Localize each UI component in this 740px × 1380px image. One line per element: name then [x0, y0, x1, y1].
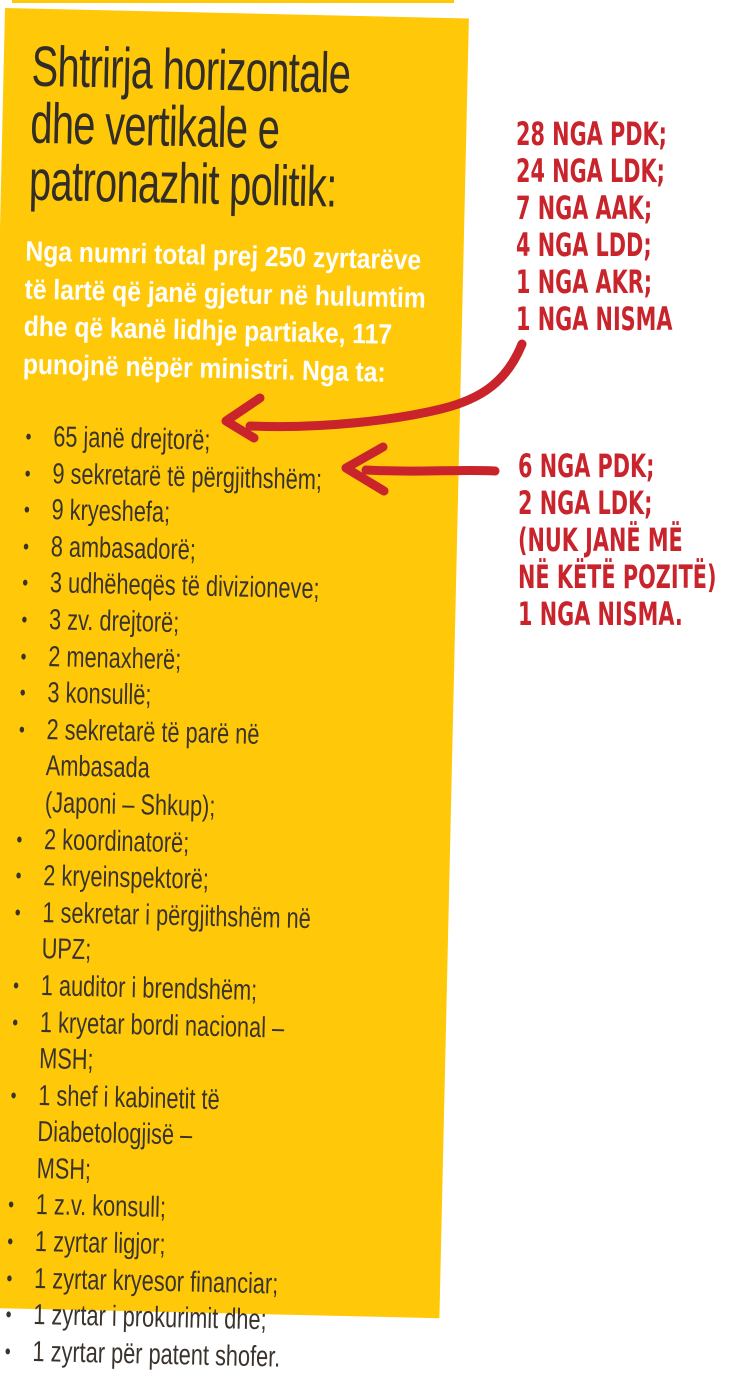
annotation-line: 1 NGA AKR; — [516, 263, 653, 301]
annotation-line: NË KËTË POZITË) — [518, 558, 717, 596]
list-item: 1 sekretar i përgjithshëm në UPZ; — [41, 895, 347, 975]
intro-line: Nga numri total prej 250 zyrtarëve — [25, 235, 422, 276]
title-line: dhe vertikale e — [29, 91, 281, 162]
yellow-panel — [0, 8, 469, 1374]
list-item: 1 auditor i brendshëm; — [40, 968, 345, 1011]
list-item: 1 z.v. konsull; — [35, 1187, 340, 1230]
list-item: 1 zyrtar për patent shofer. — [32, 1334, 337, 1377]
list-item: 9 sekretarë të përgjithshëm; — [52, 456, 357, 499]
annotation-line: 2 NGA LDK; — [518, 484, 653, 522]
annotation-line: 4 NGA LDD; — [516, 226, 652, 264]
annotation-directors-breakdown — [516, 116, 672, 338]
list-item: 1 kryetar bordi nacional – MSH; — [39, 1005, 345, 1085]
list-item: 1 zyrtar kryesor financiar; — [34, 1261, 339, 1304]
list-item: 3 udhëheqës të divizioneve; — [50, 566, 355, 609]
list-item: 8 ambasadorë; — [50, 529, 355, 572]
annotation-line: 28 NGA PDK; — [516, 115, 667, 153]
list-item: 3 zv. drejtorë; — [49, 602, 354, 645]
intro-line: të lartë që janë gjetur në hulumtim — [24, 273, 427, 314]
list-item: 1 shef i kabinetit të Diabetologjisë – MSH; — [36, 1078, 343, 1195]
list-item: 1 zyrtar ligjor; — [35, 1224, 340, 1267]
annotation-line: 7 NGA AAK; — [516, 189, 653, 227]
top-edge-strip — [12, 0, 454, 3]
intro-line: dhe që kanë lidhje partiake, 117 — [23, 310, 393, 350]
list-item: 2 sekretarë të parë në Ambasada (Japoni – Shkup); — [45, 712, 352, 829]
annotation-line: (NUK JANË MË — [518, 521, 683, 559]
annotation-line: 1 NGA NISMA. — [518, 595, 683, 633]
annotation-secretaries-breakdown — [518, 448, 716, 633]
annotation-line: 1 NGA NISMA — [516, 300, 673, 338]
title-line: Shtrirja horizontale — [30, 34, 351, 106]
list-item: 2 menaxherë; — [48, 639, 353, 682]
list-item: 2 kryeinspektorë; — [43, 858, 348, 901]
annotation-line: 6 NGA PDK; — [518, 447, 655, 485]
list-item: 1 zyrtar i prokurimit dhe; — [33, 1297, 338, 1340]
panel-title — [28, 34, 351, 220]
list-item: 3 konsullë; — [47, 675, 352, 718]
positions-list — [32, 419, 358, 1377]
intro-line: punojnë nëpër ministri. Nga ta: — [22, 348, 386, 388]
list-item: 9 kryeshefa; — [51, 492, 356, 535]
list-item: 65 janë drejtorë; — [53, 419, 358, 462]
list-item: 2 koordinatorë; — [44, 822, 349, 865]
panel-intro — [23, 233, 427, 392]
title-line: patronazhit politik: — [28, 148, 338, 220]
annotation-line: 24 NGA LDK; — [516, 152, 665, 190]
